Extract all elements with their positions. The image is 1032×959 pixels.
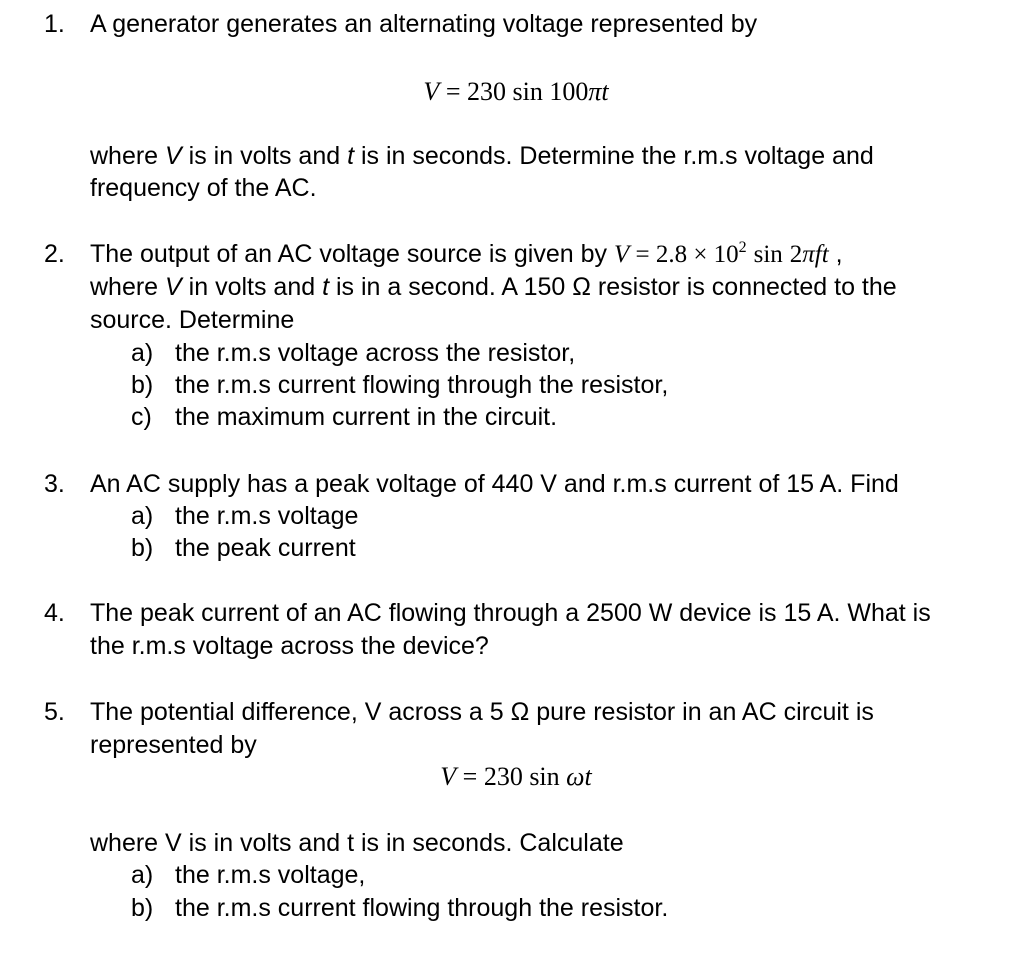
equation: V = 230 sin 100πt: [423, 77, 609, 106]
question-text: frequency of the AC.: [90, 174, 317, 202]
question-text: source. Determine: [90, 306, 295, 334]
question-text: A generator generates an alternating voltage represented by: [90, 10, 758, 38]
question-text: The potential difference, V across a 5 Ω pure resistor in an AC circuit is: [90, 698, 874, 726]
question-number: 4.: [44, 599, 65, 627]
question-text: where V is in volts and t is in seconds. Determine the r.m.s voltage and: [90, 142, 874, 170]
question-number: 2.: [44, 240, 65, 268]
equation: V = 230 sin ωt: [440, 762, 592, 791]
question-text: where V is in volts and t is in seconds. Calculate: [90, 829, 624, 857]
question-number: 5.: [44, 698, 65, 726]
question-number: 1.: [44, 10, 65, 38]
question-text: where V in volts and t is in a second. A 150 Ω resistor is connected to the: [90, 273, 897, 301]
question-text: represented by: [90, 731, 257, 759]
question-text: the r.m.s voltage across the device?: [90, 632, 489, 660]
question-text: The peak current of an AC flowing through a 2500 W device is 15 A. What is: [90, 599, 931, 627]
question-number: 3.: [44, 470, 65, 498]
question-text: The output of an AC voltage source is given by $V = 2.8 \times 10^2$ sin 2πft ,: [90, 239, 843, 268]
question-text: An AC supply has a peak voltage of 440 V and r.m.s current of 15 A. Find: [90, 470, 899, 498]
